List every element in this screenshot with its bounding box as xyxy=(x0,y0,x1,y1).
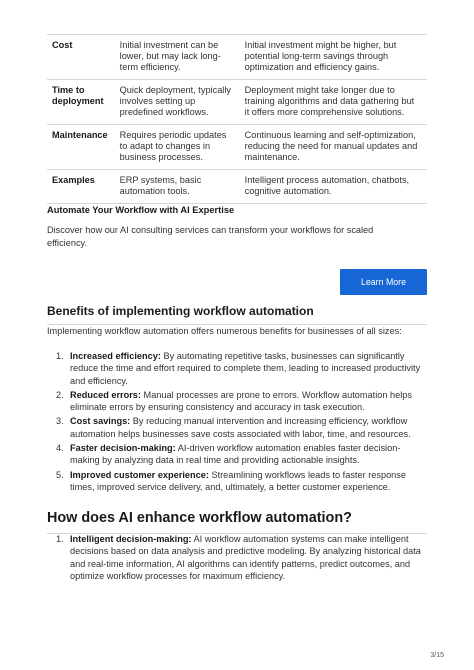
ai-list xyxy=(56,533,426,582)
list-item xyxy=(56,350,426,387)
item-title: Intelligent decision-making: xyxy=(70,534,192,544)
benefits-intro: Implementing workflow automation offers numerous benefits for businesses of all sizes: xyxy=(47,326,402,336)
cta-heading: Automate Your Workflow with AI Expertise xyxy=(47,205,235,215)
table-row xyxy=(47,125,427,170)
item-title: Reduced errors: xyxy=(70,389,141,400)
cta-text: Discover how our AI consulting services can transform your workflows for scaled efficiency. xyxy=(47,225,374,248)
row-label: Time to deployment xyxy=(47,80,114,125)
list-number: 1. xyxy=(56,534,64,544)
list-number: 5. xyxy=(56,469,64,480)
item-title: Cost savings: xyxy=(70,416,131,427)
table-row xyxy=(47,35,427,80)
row-label: Examples xyxy=(47,170,114,204)
list-number: 1. xyxy=(56,351,64,361)
traditional-cell: Initial investment can be lower, but may lack long-term efficiency. xyxy=(114,35,239,80)
traditional-cell: Requires periodic updates to adapt to changes in business processes. xyxy=(114,125,239,170)
page-number: 3/15 xyxy=(430,652,444,659)
list-item xyxy=(56,469,426,494)
list-item xyxy=(56,415,426,440)
ai-section-heading: How does AI enhance workflow automation? xyxy=(47,510,427,534)
item-title: Improved customer experience: xyxy=(70,469,209,480)
row-label: Maintenance xyxy=(47,125,114,170)
item-text: AI workflow automation systems can make intelligent decisions based on data analysis and predictive modeling. By analyzing historical data and real-time information, AI algorithms can identify patterns, predict outcomes, and optimize workflow processes for maximum efficiency. xyxy=(70,534,421,581)
item-text: Manual processes are prone to errors. Workflow automation helps eliminate errors by ensuring consistency and accuracy in task execution. xyxy=(70,389,412,413)
table-row xyxy=(47,80,427,125)
list-item xyxy=(56,389,426,414)
benefits-list xyxy=(56,350,426,495)
traditional-cell: ERP systems, basic automation tools. xyxy=(114,170,239,204)
item-text: By automating repetitive tasks, businesses can significantly reduce the time and effort required to complete them, leading to increased productivity and efficiency. xyxy=(70,351,421,386)
item-title: Increased efficiency: xyxy=(70,351,161,361)
list-number: 2. xyxy=(56,389,64,400)
row-label: Cost xyxy=(47,35,114,80)
list-number: 4. xyxy=(56,443,64,454)
item-text: By reducing manual intervention and increasing efficiency, workflow automation helps businesses save costs associated with labor, time, and resources. xyxy=(70,416,411,439)
traditional-cell: Quick deployment, typically involves setting up predefined workflows. xyxy=(114,80,239,125)
comparison-table xyxy=(47,34,427,204)
item-text: AI-driven workflow automation enables faster decision-making by analyzing data in real time and providing actionable insights. xyxy=(70,443,401,466)
ai-cell: Intelligent process automation, chatbots, cognitive automation. xyxy=(239,170,427,204)
list-number: 3. xyxy=(56,416,64,427)
ai-cell: Deployment might take longer due to training algorithms and data gathering but it offers more comprehensive solutions. xyxy=(239,80,427,125)
item-text: Streamlining workflows leads to faster response times, improved service delivery, and, ultimately, a better customer experience. xyxy=(70,469,407,492)
list-item xyxy=(56,442,426,467)
item-title: Faster decision-making: xyxy=(70,443,176,454)
table-row xyxy=(47,170,427,204)
benefits-heading: Benefits of implementing workflow automation xyxy=(47,304,427,325)
list-item xyxy=(56,533,426,582)
learn-more-button[interactable]: Learn More xyxy=(340,269,427,295)
ai-cell: Initial investment might be higher, but potential long-term savings through optimization and efficiency gains. xyxy=(239,35,427,80)
ai-cell: Continuous learning and self-optimization, reducing the need for manual updates and maintenance. xyxy=(239,125,427,170)
